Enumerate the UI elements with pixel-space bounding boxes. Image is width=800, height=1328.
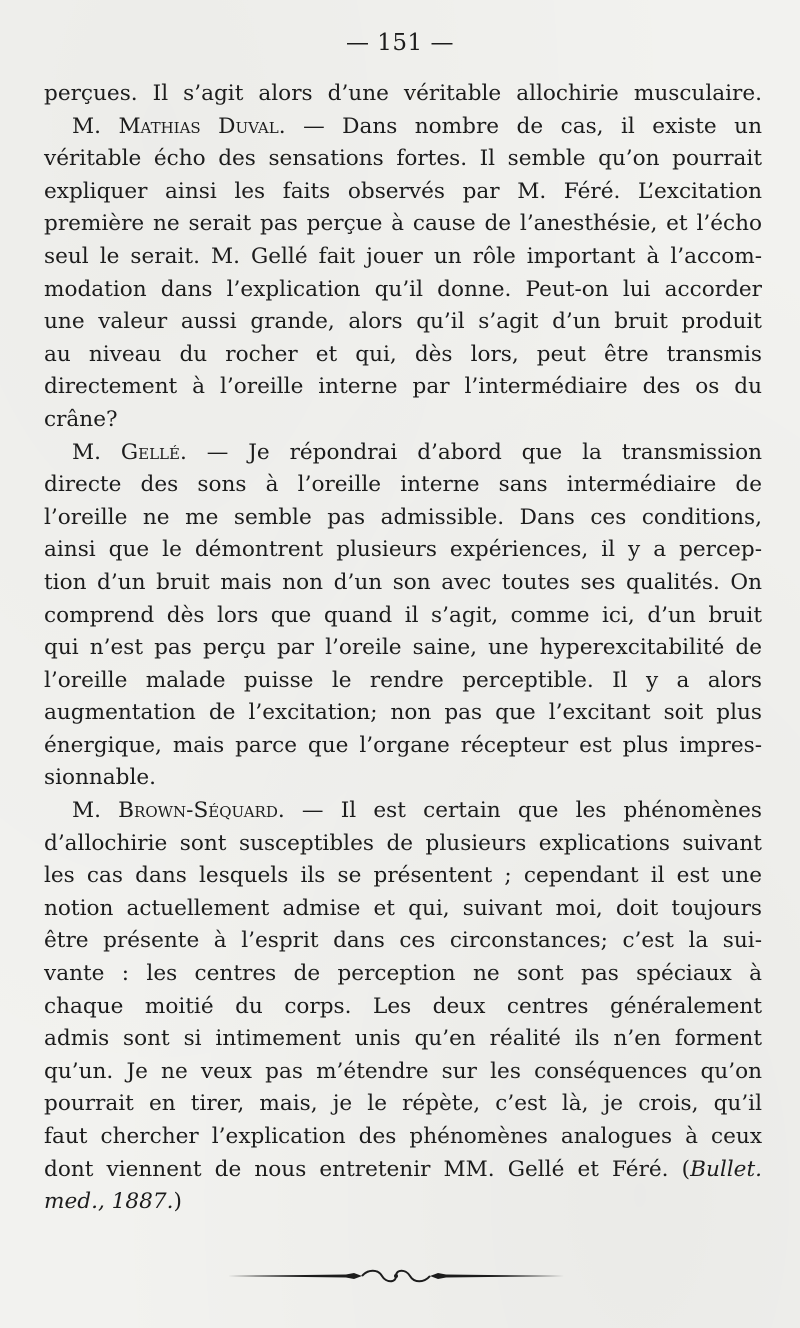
text-fragment: dont viennent de nous entretenir MM. Gellé et Féré. ( <box>44 1156 691 1182</box>
text-line <box>44 1154 762 1187</box>
text-line <box>44 795 762 828</box>
citation: med., 1887. <box>44 1189 174 1215</box>
text-line: qu’un. Je ne veux pas m’étendre sur les conséquences qu’on <box>44 1058 762 1084</box>
text-line: tion d’un bruit mais non d’un son avec toutes ses qualités. On <box>44 569 762 595</box>
text-line: chaque moitié du corps. Les deux centres généralement <box>44 993 762 1019</box>
decorative-rule-icon <box>228 1268 564 1284</box>
paragraph <box>44 437 762 796</box>
text-line <box>44 1186 762 1219</box>
paragraph <box>44 78 762 111</box>
text-line: pourrait en tirer, mais, je le répète, c’est là, je crois, qu’il <box>44 1091 762 1117</box>
text-line: les cas dans lesquels ils se présentent ; cependant il est une <box>44 863 762 889</box>
text-line: comprend dès lors que quand il s’agit, comme ici, d’un bruit <box>44 602 762 628</box>
text-line: expliquer ainsi les faits observés par M. Féré. L’excitation <box>44 178 762 204</box>
text-line <box>44 437 762 470</box>
text-line: faut chercher l’explication des phénomènes analogues à ceux <box>44 1124 762 1149</box>
text-fragment: — Je répondrai d’abord que la transmission <box>186 439 762 465</box>
text-line: qui n’est pas perçu par l’oreile saine, une hyperexcitabilité de <box>44 635 762 661</box>
text-line: l’oreille ne me semble pas admissible. Dans ces conditions, <box>44 504 762 530</box>
speaker-name: M. Gellé. <box>72 439 187 465</box>
text-line: véritable écho des sensations fortes. Il semble qu’on pourrait <box>44 146 762 172</box>
text-line: directe des sons à l’oreille interne sans intermédiaire de <box>44 472 762 498</box>
speaker-name: M. Mathias Duval. <box>72 113 286 139</box>
text-line: une valeur aussi grande, alors qu’il s’agit d’un bruit produit <box>44 309 762 335</box>
paragraph <box>44 111 762 437</box>
text-line: seul le serait. M. Gellé fait jouer un rôle important à l’accom- <box>44 243 762 269</box>
text-line: ainsi que le démontrent plusieurs expériences, il y a percep- <box>44 537 762 563</box>
text-line: crâne? <box>44 406 118 432</box>
page-number: — 151 — <box>345 30 455 56</box>
text-line: première ne serait pas perçue à cause de l’anesthésie, et l’écho <box>44 211 762 237</box>
text-line: admis sont si intimement unis qu’en réalité ils n’en forment <box>44 1026 762 1052</box>
text-line: sionnable. <box>44 765 157 791</box>
text-line <box>44 111 762 144</box>
text-line: notion actuellement admise et qui, suivant moi, doit toujours <box>44 895 762 921</box>
text-line: modation dans l’explication qu’il donne. Peut-on lui accorder <box>44 276 762 302</box>
text-line: d’allochirie sont susceptibles de plusieurs explications suivant <box>44 830 762 856</box>
text-line: au niveau du rocher et qui, dès lors, peut être transmis <box>44 341 762 367</box>
text-fragment: — Il est certain que les phénomènes <box>284 798 762 824</box>
text-fragment: ) <box>173 1189 182 1215</box>
paragraph <box>44 795 762 1219</box>
text-line: augmentation de l’excitation; non pas que l’excitant soit plus <box>44 700 762 726</box>
text-line: vante : les centres de perception ne sont pas spéciaux à <box>44 961 762 987</box>
text-fragment: — Dans nombre de cas, il existe un <box>285 113 762 139</box>
body-text <box>44 78 762 1219</box>
citation: Bullet. <box>690 1156 762 1182</box>
speaker-name: M. Brown-Séquard. <box>72 798 285 824</box>
text-line: énergique, mais parce que l’organe récepteur est plus impres- <box>44 732 762 758</box>
text-line: directement à l’oreille interne par l’intermédiaire des os du <box>44 374 762 400</box>
text-line: perçues. Il s’agit alors d’une véritable allochirie musculaire. <box>44 81 762 106</box>
text-line: l’oreille malade puisse le rendre perceptible. Il y a alors <box>44 667 762 693</box>
text-line: être présente à l’esprit dans ces circonstances; c’est la sui- <box>44 928 762 954</box>
